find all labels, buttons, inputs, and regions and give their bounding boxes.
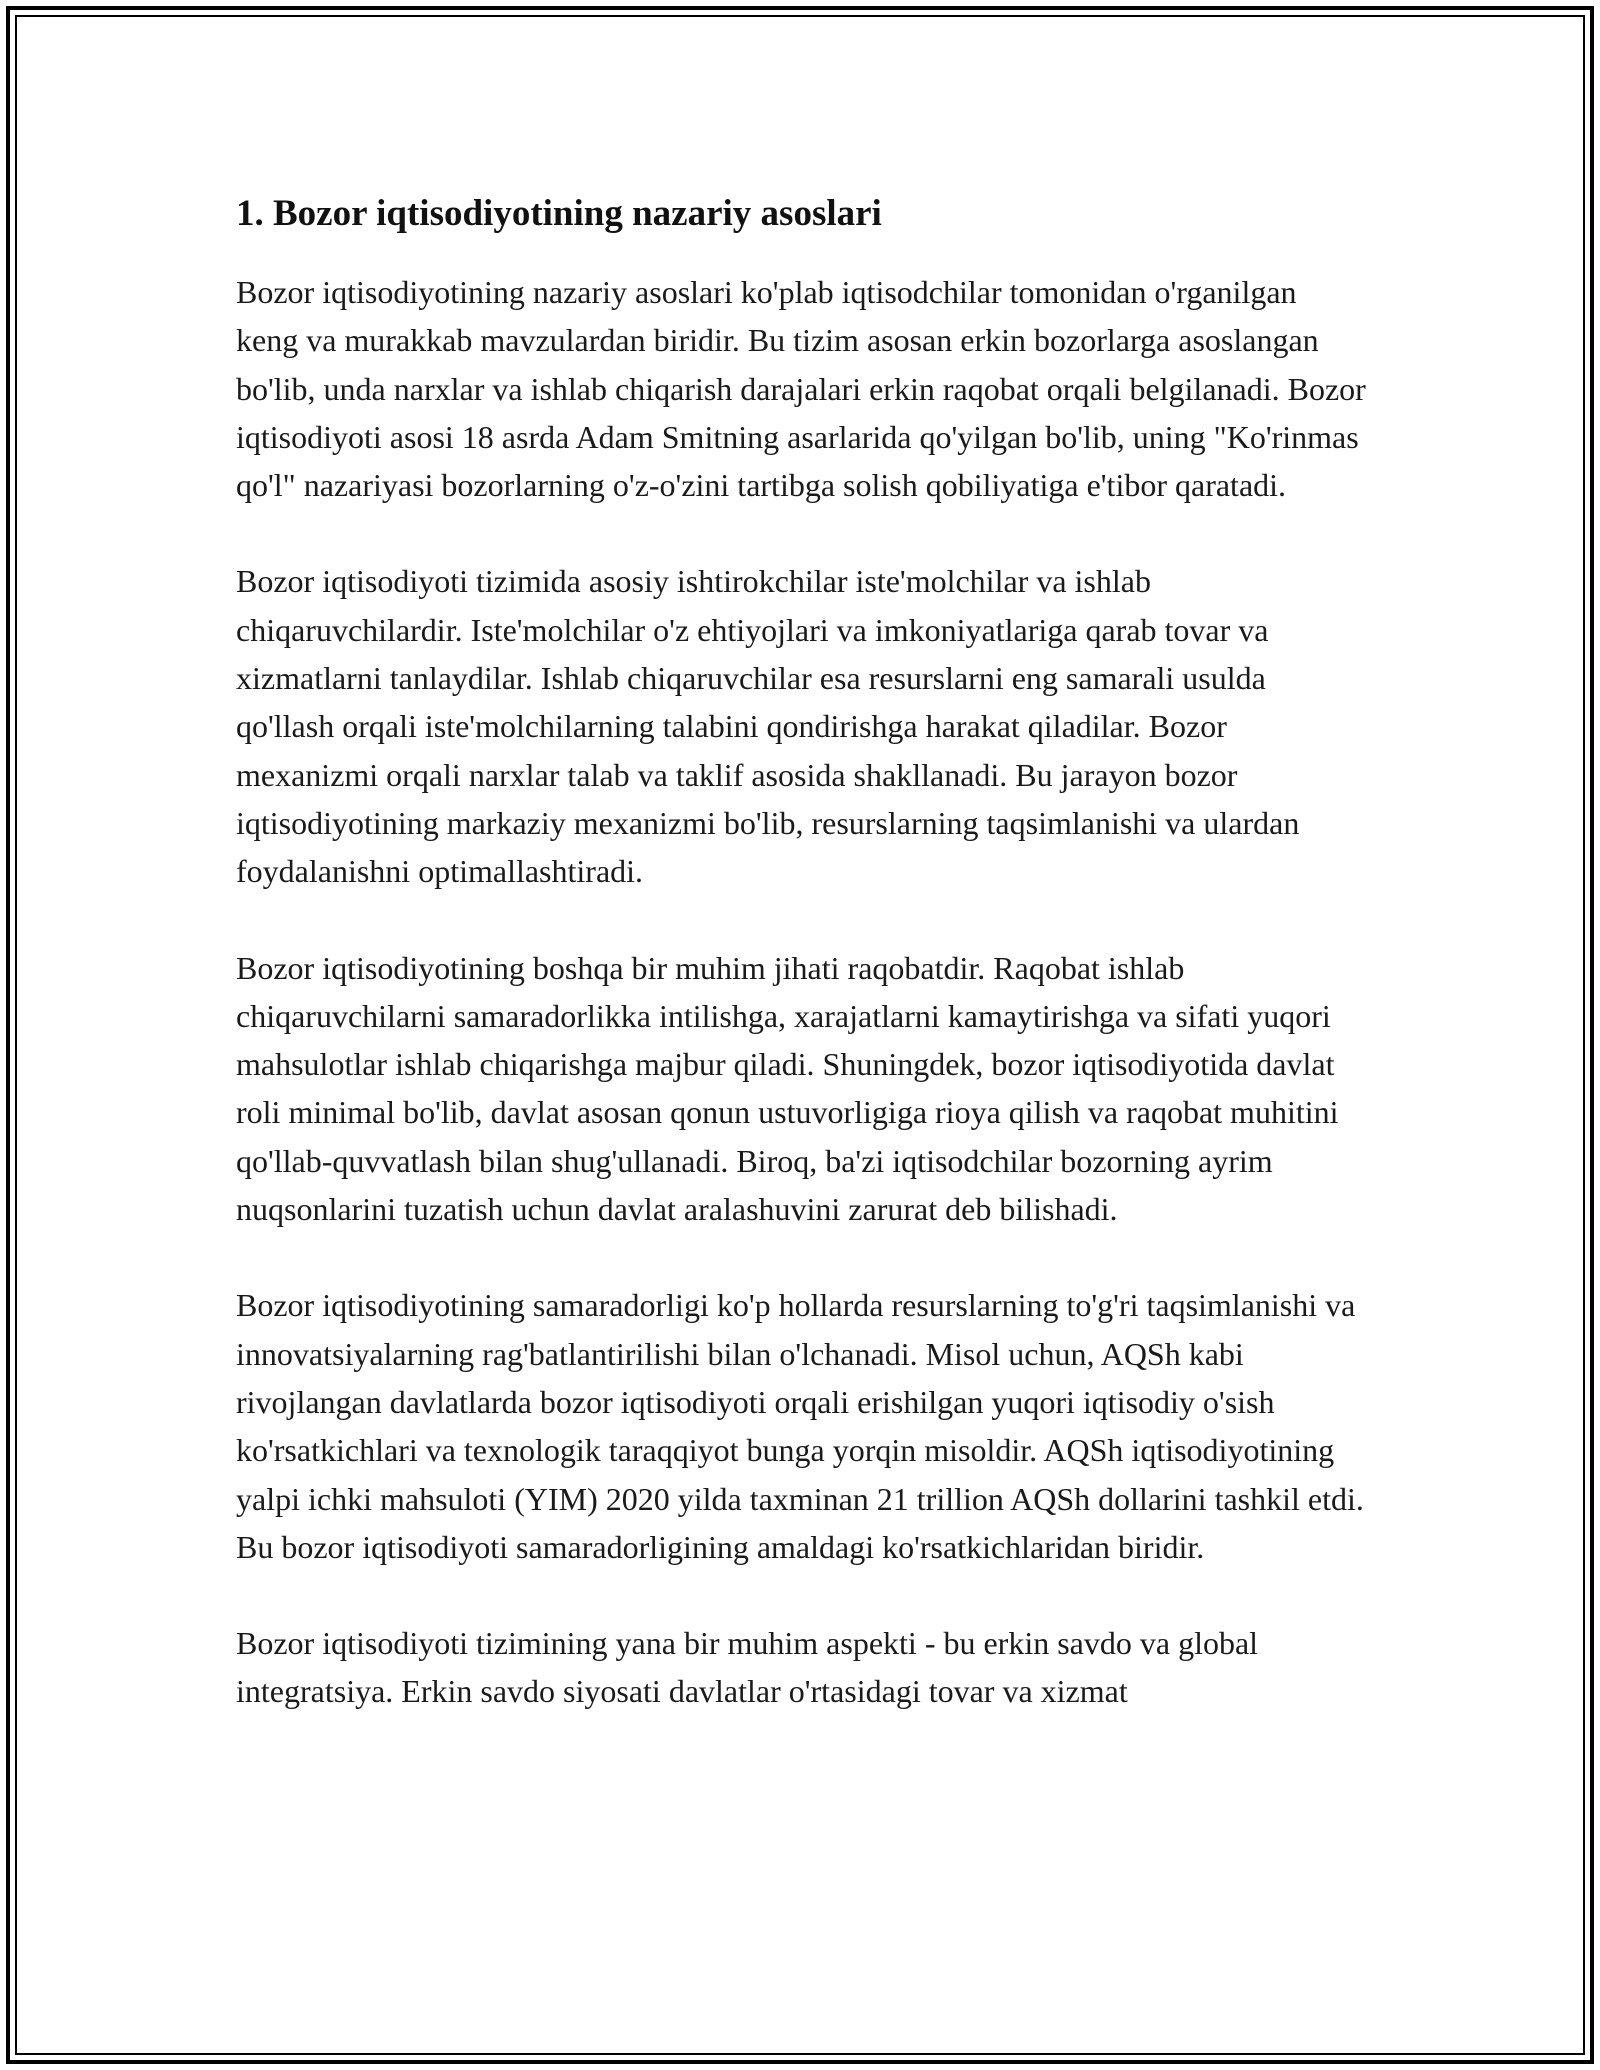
document-body bbox=[236, 186, 1366, 1764]
paragraph-4: Bozor iqtisodiyotining samaradorligi ko'p hollarda resurslarning to'g'ri taqsimlanishi va innovatsiyalarning rag'batlantirilishi bilan o'lchanadi. Misol uchun, AQSh kabi rivojlangan davlatlarda bozor iqtisodiyoti orqali erishilgan yuqori iqtisodiy o'sish ko'rsatkichlari va texnologik taraqqiyot bunga yorqin misoldir. AQSh iqtisodiyotining yalpi ichki mahsuloti (YIM) 2020 yilda taxminan 21 trillion AQSh dollarini tashkil etdi. Bu bozor iqtisodiyoti samaradorligining amaldagi ko'rsatkichlaridan biridir. bbox=[236, 1287, 1364, 1565]
paragraph-5: Bozor iqtisodiyoti tizimining yana bir muhim aspekti - bu erkin savdo va global integratsiya. Erkin savdo siyosati davlatlar o'rtasidagi tovar va xizmat bbox=[236, 1625, 1259, 1710]
section-heading: 1. Bozor iqtisodiyotining nazariy asoslari bbox=[236, 193, 882, 234]
paragraph-2: Bozor iqtisodiyoti tizimida asosiy ishtirokchilar iste'molchilar va ishlab chiqaruvchilardir. Iste'molchilar o'z ehtiyojlari va imkoniyatlariga qarab tovar va xizmatlarni tanlaydilar. Ishlab chiqaruvchilar esa resurslarni eng samarali usulda qo'llash orqali iste'molchilarning talabini qondirishga harakat qiladilar. Bozor mexanizmi orqali narxlar talab va taklif asosida shakllanadi. Bu jarayon bozor iqtisodiyotining markaziy mexanizmi bo'lib, resurslarning taqsimlanishi va ulardan foydalanishni optimallashtiradi. bbox=[236, 563, 1300, 890]
paragraph-3: Bozor iqtisodiyotining boshqa bir muhim jihati raqobatdir. Raqobat ishlab chiqaruvchilarni samaradorlikka intilishga, xarajatlarni kamaytirishga va sifati yuqori mahsulotlar ishlab chiqarishga majbur qiladi. Shuningdek, bozor iqtisodiyotida davlat roli minimal bo'lib, davlat asosan qonun ustuvorligiga rioya qilish va raqobat muhitini qo'llab-quvvatlash bilan shug'ullanadi. Biroq, ba'zi iqtisodchilar bozorning ayrim nuqsonlarini tuzatish uchun davlat aralashuvini zarurat deb bilishadi. bbox=[236, 949, 1339, 1228]
paragraph-1: Bozor iqtisodiyotining nazariy asoslari ko'plab iqtisodchilar tomonidan o'rganilgan keng va murakkab mavzulardan biridir. Bu tizim asosan erkin bozorlarga asoslangan bo'lib, unda narxlar va ishlab chiqarish darajalari erkin raqobat orqali belgilanadi. Bozor iqtisodiyoti asosi 18 asrda Adam Smitning asarlarida qo'yilgan bo'lib, uning "Ko'rinmas qo'l" nazariyasi bozorlarning o'z-o'zini tartibga solish qobiliyatiga e'tibor qaratadi. bbox=[236, 274, 1366, 504]
